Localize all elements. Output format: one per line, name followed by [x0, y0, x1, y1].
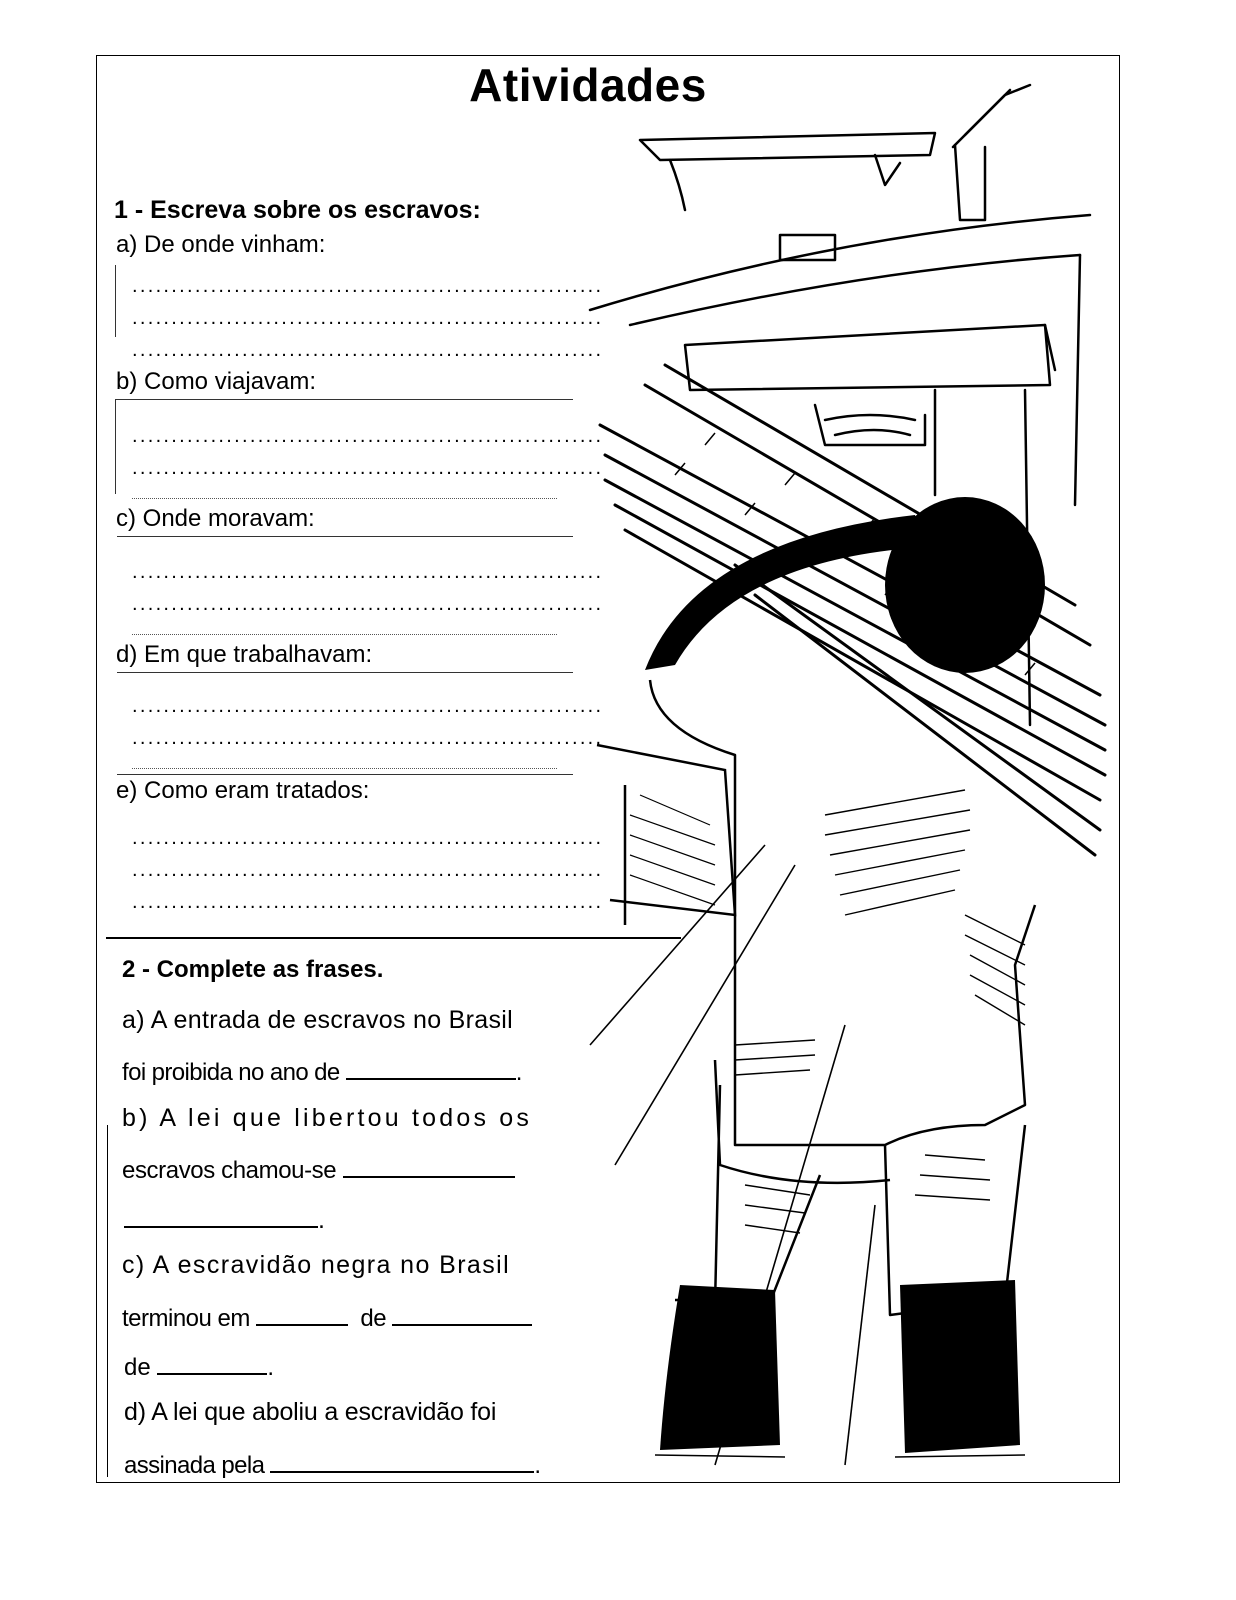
sentence-d-line1: d) A lei que aboliu a escravidão foi	[124, 1398, 497, 1426]
answer-line[interactable]: ............................................................	[132, 561, 604, 583]
sentence-c-line1: c) A escravidão negra no Brasil	[122, 1251, 511, 1279]
question-a-label: a) De onde vinham:	[116, 231, 326, 258]
sentence-a-line2	[122, 1054, 522, 1087]
section2-left-rule	[107, 1125, 108, 1477]
period: .	[267, 1354, 275, 1381]
enslaved-worker-illustration	[585, 85, 1115, 1485]
answer-line[interactable]: ............................................................	[132, 457, 604, 479]
box-top-e	[117, 774, 573, 775]
box-bottom-b	[132, 498, 557, 499]
sentence-c-de: de	[360, 1305, 387, 1332]
answer-line[interactable]: ............................................................	[132, 593, 604, 615]
sentence-a-text: foi proibida no ano de	[122, 1059, 340, 1086]
question-e-label: e) Como eram tratados:	[116, 777, 370, 804]
blank-field-a[interactable]	[346, 1054, 516, 1080]
box-top-c	[117, 536, 573, 537]
question-c-label: c) Onde moravam:	[116, 505, 315, 532]
blank-field-b1[interactable]	[343, 1152, 515, 1178]
sentence-b-line1: b) A lei que libertou todos os	[122, 1104, 533, 1132]
answer-line[interactable]: ............................................................	[132, 891, 604, 913]
question-d-label: d) Em que trabalhavam:	[116, 641, 373, 668]
section1-heading: 1 - Escreva sobre os escravos:	[114, 196, 481, 224]
blank-field-b2[interactable]	[124, 1202, 318, 1228]
sentence-b-line2	[122, 1152, 515, 1185]
sentence-c-de2: de	[124, 1354, 151, 1381]
period: .	[534, 1452, 541, 1479]
answer-line[interactable]: ............................................................	[132, 307, 604, 329]
blank-field-c3[interactable]	[157, 1349, 267, 1375]
blank-field-c1[interactable]	[256, 1300, 348, 1326]
box-bottom-c	[132, 634, 557, 635]
sentence-c-line3	[124, 1349, 274, 1382]
box-top-b	[115, 399, 573, 400]
sentence-b-line3	[124, 1202, 325, 1235]
section2-heading: 2 - Complete as frases.	[122, 956, 384, 983]
answer-line[interactable]: ............................................................	[132, 275, 604, 297]
box-left-a	[115, 265, 116, 337]
box-bottom-d	[132, 768, 557, 769]
answer-line[interactable]: ............................................................	[132, 339, 604, 361]
period: .	[318, 1206, 325, 1234]
blank-field-c2[interactable]	[392, 1300, 532, 1326]
period: .	[515, 1059, 522, 1086]
blank-field-d[interactable]	[270, 1447, 534, 1473]
sentence-c-text: terminou em	[122, 1305, 250, 1332]
box-top-d	[117, 672, 573, 673]
answer-line[interactable]: ............................................................	[132, 727, 604, 749]
question-b-label: b) Como viajavam:	[116, 368, 317, 395]
answer-line[interactable]: ............................................................	[132, 827, 604, 849]
sentence-c-line2	[122, 1300, 532, 1333]
page-title: Atividades	[469, 59, 707, 111]
sentence-d-line2	[124, 1447, 540, 1480]
answer-line[interactable]: ............................................................	[132, 695, 604, 717]
sentence-b-text: escravos chamou-se	[122, 1157, 337, 1184]
sentence-d-text: assinada pela	[124, 1452, 265, 1479]
answer-line[interactable]: ............................................................	[132, 859, 604, 881]
box-left-b	[115, 399, 116, 494]
sentence-a-line1: a) A entrada de escravos no Brasil	[122, 1006, 513, 1034]
answer-line[interactable]: ............................................................	[132, 425, 604, 447]
